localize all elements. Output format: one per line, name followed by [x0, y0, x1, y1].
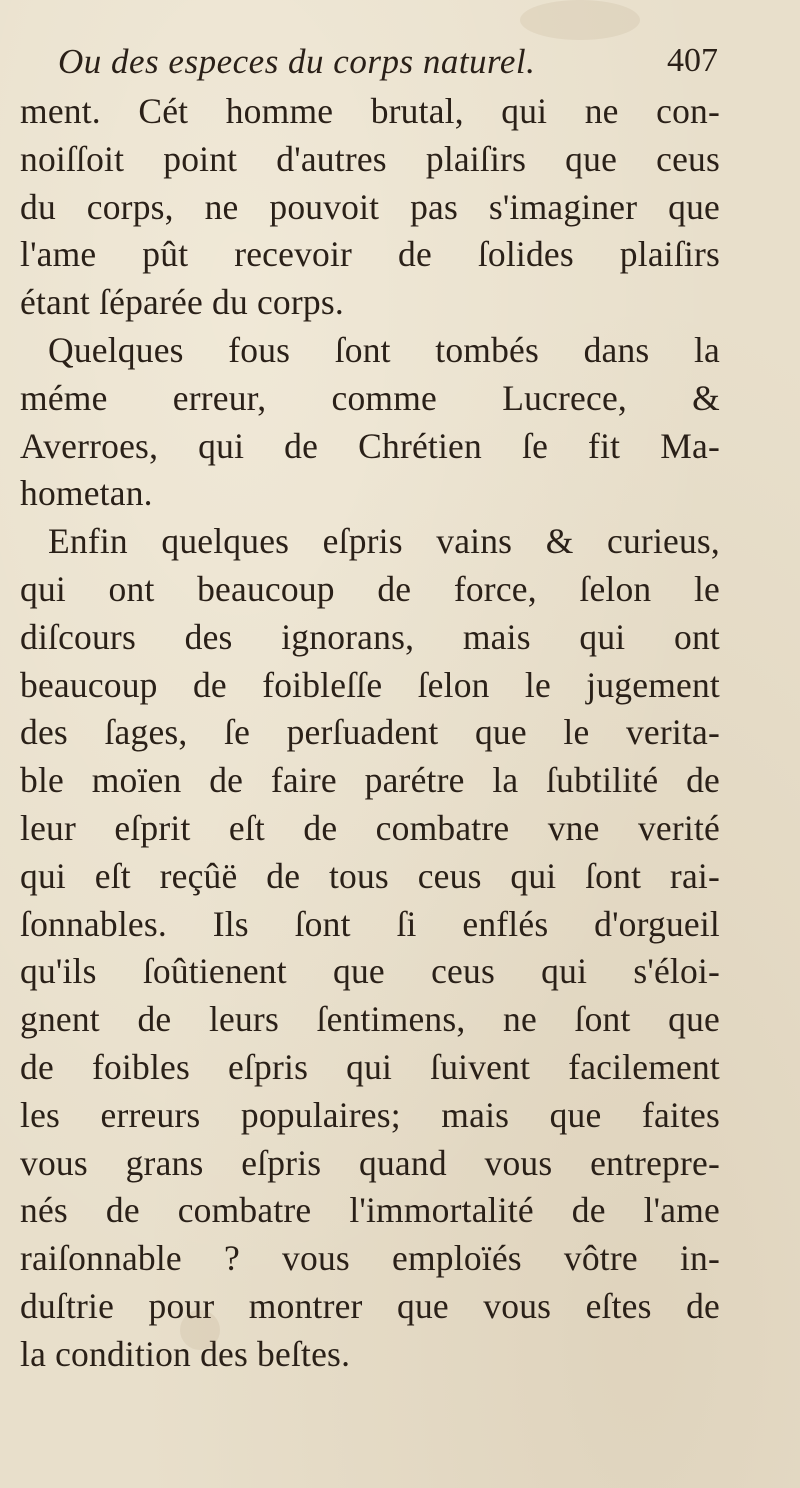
paragraph [20, 518, 720, 1378]
body-text [20, 88, 720, 1379]
page-number: 407 [667, 42, 718, 79]
running-head [58, 38, 718, 88]
paper-stain [180, 1310, 220, 1350]
text-line: méme erreur, comme Lucrece, & [20, 377, 720, 418]
text-line: qu'ils ſoûtienent que ceus qui s'éloi- [20, 951, 720, 992]
text-line: de foibles eſpris qui ſuivent facilement [20, 1046, 720, 1087]
text-line: beaucoup de foibleſſe ſelon le jugement [20, 664, 720, 705]
text-line: diſcours des ignorans, mais qui ont [20, 616, 720, 657]
text-line: leur eſprit eſt de combatre vne verité [20, 807, 720, 848]
text-line: du corps, ne pouvoit pas s'imaginer que [20, 186, 720, 227]
text-line: nés de combatre l'immortalité de l'ame [20, 1190, 720, 1231]
text-line: vous grans eſpris quand vous entrepre- [20, 1142, 720, 1183]
paper-stain [520, 0, 640, 40]
text-line: ment. Cét homme brutal, qui ne con- [20, 91, 720, 131]
running-title: Ou des especes du corps naturel. [58, 42, 536, 81]
text-line: noiſſoit point d'autres plaiſirs que ceus [20, 138, 720, 179]
text-line: ble moïen de faire parétre la ſubtilité de [20, 760, 720, 801]
text-line: l'ame pût recevoir de ſolides plaiſirs [20, 234, 720, 275]
text-line: étant ſéparée du corps. [20, 282, 344, 323]
paragraph [20, 327, 720, 518]
text-line: Quelques fous ſont tombés dans la [48, 329, 720, 370]
paragraph [20, 88, 720, 327]
text-line: qui ont beaucoup de force, ſelon le [20, 568, 720, 609]
text-line: duſtrie pour montrer que vous eſtes de [20, 1285, 720, 1326]
text-line: gnent de leurs ſentimens, ne ſont que [20, 999, 720, 1040]
text-line: la condition des beſtes. [20, 1333, 351, 1374]
text-line: hometan. [20, 473, 153, 514]
text-line: qui eſt reçûë de tous ceus qui ſont rai- [20, 855, 720, 896]
text-line: les erreurs populaires; mais que faites [20, 1094, 720, 1135]
text-line: des ſages, ſe perſuadent que le verita- [20, 712, 720, 753]
text-line: raiſonnable ? vous emploïés vôtre in- [20, 1238, 720, 1279]
text-line: Enfin quelques eſpris vains & curieus, [48, 521, 720, 562]
text-line: ſonnables. Ils ſont ſi enflés d'orgueil [20, 903, 720, 944]
text-line: Averroes, qui de Chrétien ſe fit Ma- [20, 425, 720, 466]
